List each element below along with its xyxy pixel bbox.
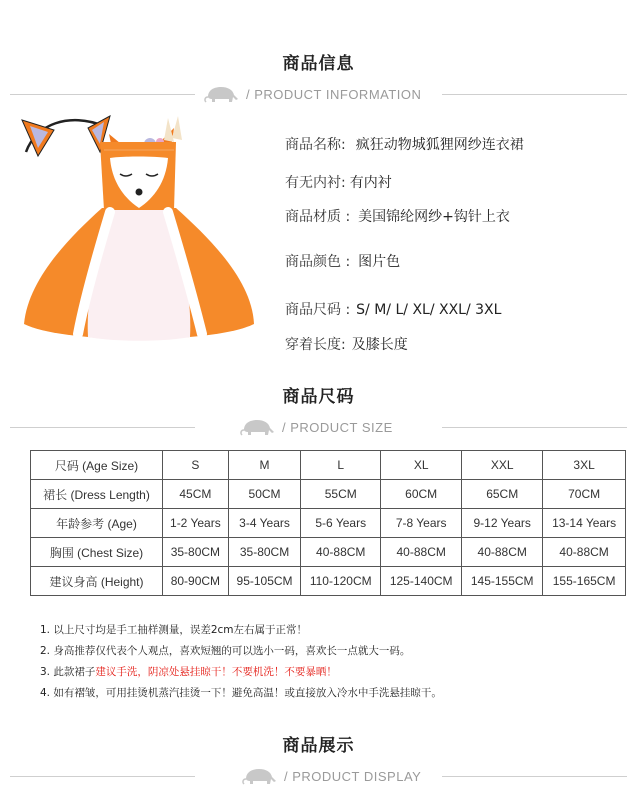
info-row-length [285, 334, 408, 354]
table-cell: 70CM [543, 480, 626, 509]
table-cell: 13-14 Years [543, 509, 626, 538]
divider [10, 94, 195, 95]
table-cell: M [228, 451, 301, 480]
section-title-info: 商品信息 [282, 54, 355, 74]
elephant-icon [238, 418, 276, 438]
info-value: 疯狂动物城狐狸网纱连衣裙 [355, 137, 524, 153]
info-row-material [285, 206, 510, 226]
table-cell: 35-80CM [163, 538, 229, 567]
fox-ears-headband [22, 116, 110, 156]
note-item [40, 620, 620, 641]
table-cell: 5-6 Years [301, 509, 381, 538]
info-label: 商品颜色 : [285, 254, 351, 270]
table-row [31, 567, 626, 596]
table-cell: 50CM [228, 480, 301, 509]
table-cell: 110-120CM [301, 567, 381, 596]
section-title-size: 商品尺码 [282, 387, 355, 407]
note-warning: 建议手洗，阴凉处悬挂晾干！不要机洗！不要暴晒！ [95, 666, 337, 678]
banner-subtitle: / PRODUCT INFORMATION [246, 87, 422, 102]
table-cell: 45CM [163, 480, 229, 509]
info-label: 商品尺码 : [285, 302, 351, 318]
divider [10, 776, 195, 777]
info-value: 有内衬 [349, 175, 392, 191]
info-label: 有无内衬: [285, 175, 346, 191]
table-cell: 60CM [381, 480, 462, 509]
table-cell: 9-12 Years [462, 509, 543, 538]
table-cell: 建议身高 (Height) [31, 567, 163, 596]
info-label: 穿着长度: [285, 337, 346, 353]
fox-dress-image [14, 112, 264, 352]
banner-display [0, 767, 637, 787]
table-row [31, 538, 626, 567]
info-value: 及膝长度 [351, 337, 408, 353]
note-text: 1. 以上尺寸均是手工抽样测量，误差2cm左右属于正常！ [40, 624, 308, 636]
table-cell: XL [381, 451, 462, 480]
table-cell: 65CM [462, 480, 543, 509]
table-cell: 40-88CM [543, 538, 626, 567]
table-cell: L [301, 451, 381, 480]
table-header-row [31, 451, 626, 480]
info-value: 图片色 [358, 254, 401, 270]
banner-size [0, 418, 637, 438]
note-text: 3. 此款裙子 [40, 666, 96, 678]
care-notes [40, 620, 620, 704]
table-cell: 40-88CM [381, 538, 462, 567]
table-cell: 裙长 (Dress Length) [31, 480, 163, 509]
table-cell: 145-155CM [462, 567, 543, 596]
size-table [30, 450, 626, 596]
banner-subtitle: / PRODUCT SIZE [282, 420, 393, 435]
table-cell: 125-140CM [381, 567, 462, 596]
table-row [31, 480, 626, 509]
note-text: 2. 身高推荐仅代表个人观点，喜欢短翘的可以选小一码，喜欢长一点就大一码。 [40, 645, 411, 657]
note-item [40, 683, 620, 704]
table-cell: 1-2 Years [163, 509, 229, 538]
table-cell: 40-88CM [301, 538, 381, 567]
info-label: 商品材质 : [285, 209, 351, 225]
table-cell: 3-4 Years [228, 509, 301, 538]
note-item [40, 641, 620, 662]
divider [442, 776, 627, 777]
info-value: S/ M/ L/ XL/ XXL/ 3XL [356, 302, 502, 318]
table-cell: 95-105CM [228, 567, 301, 596]
table-cell: 尺码 (Age Size) [31, 451, 163, 480]
table-row [31, 509, 626, 538]
table-cell: S [163, 451, 229, 480]
note-item [40, 662, 620, 683]
table-cell: 155-165CM [543, 567, 626, 596]
section-title-display: 商品展示 [282, 736, 355, 756]
table-cell: XXL [462, 451, 543, 480]
divider [442, 427, 627, 428]
table-cell: 7-8 Years [381, 509, 462, 538]
table-cell: 80-90CM [163, 567, 229, 596]
banner-subtitle: / PRODUCT DISPLAY [284, 769, 422, 784]
info-row-size [285, 299, 501, 319]
banner-info [0, 85, 637, 105]
info-row-color [285, 251, 400, 271]
elephant-icon [202, 85, 240, 105]
table-cell: 胸围 (Chest Size) [31, 538, 163, 567]
table-cell: 40-88CM [462, 538, 543, 567]
info-value: 美国锦纶网纱+钩针上衣 [358, 209, 510, 225]
divider [10, 427, 195, 428]
info-label: 商品名称: [285, 137, 346, 153]
elephant-icon [240, 767, 278, 787]
info-row-name [285, 134, 524, 154]
table-cell: 年龄参考 (Age) [31, 509, 163, 538]
divider [442, 94, 627, 95]
table-cell: 55CM [301, 480, 381, 509]
table-cell: 3XL [543, 451, 626, 480]
info-row-lining [285, 172, 392, 192]
note-text: 4. 如有褶皱，可用挂烫机蒸汽挂烫一下！避免高温！或直接放入冷水中手洗悬挂晾干。 [40, 687, 442, 699]
table-cell: 35-80CM [228, 538, 301, 567]
